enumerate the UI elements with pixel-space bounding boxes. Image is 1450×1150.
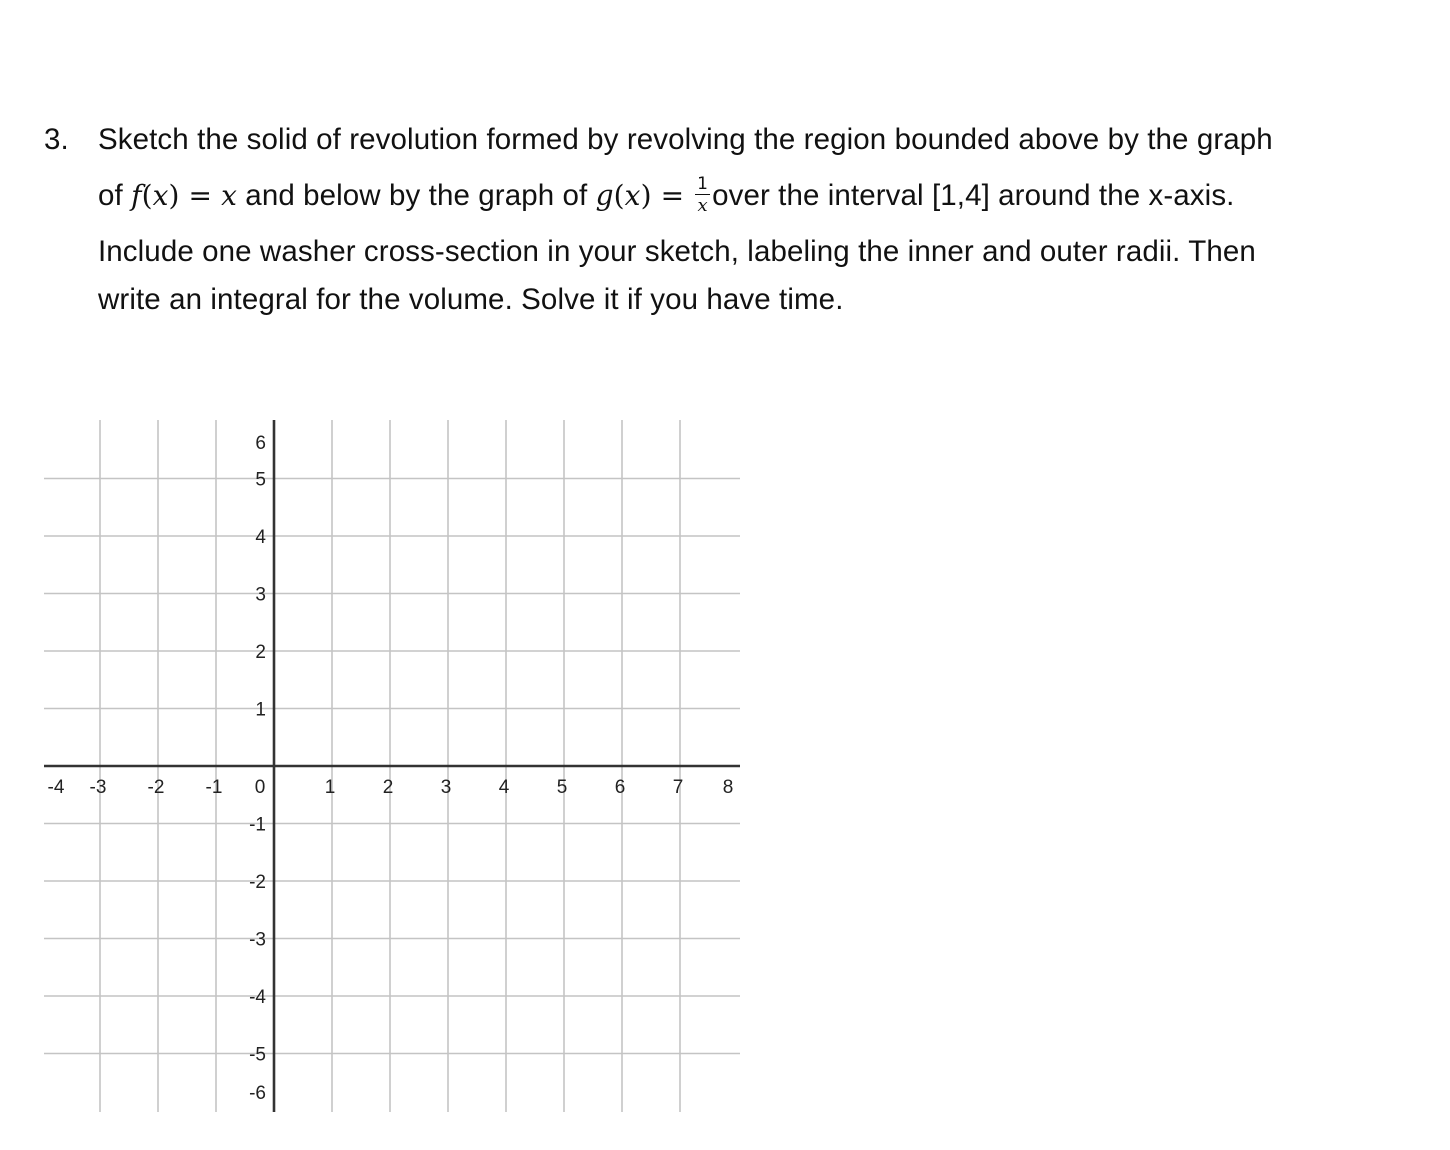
y-tick-label: -1 [249,814,266,836]
statement-line-2 [98,168,1428,224]
fraction-one-over-x [695,176,710,215]
text-interval: over the interval [1,4] around the x-axis. [712,179,1235,212]
fraction-denominator: x [697,195,708,216]
coordinate-grid-svg [40,414,744,1118]
x-tick-label: 7 [672,777,684,798]
g-variable: x [624,179,641,212]
x-tick-label: -1 [205,777,223,798]
statement-line-1: Sketch the solid of revolution formed by revolving the region bounded above by the graph [98,123,1273,156]
x-tick-label: 3 [440,777,452,798]
y-tick-label: 6 [255,433,266,454]
problem-statement [98,112,1428,320]
x-tick-label: 2 [382,777,394,798]
y-tick-label: 5 [255,469,266,491]
y-tick-label: -2 [249,872,266,893]
f-variable: x [152,179,169,212]
x-tick-label: -2 [147,777,165,798]
f-name: f [131,179,142,212]
equals-sign-2: = [651,179,694,212]
x-tick-label: 5 [556,777,568,798]
statement-line-3: Include one washer cross-section in your sketch, labeling the inner and outer radii. Then [98,235,1256,268]
g-close-paren: ) [640,179,652,212]
x-tick-label: -3 [89,777,107,798]
function-f [131,179,237,212]
x-tick-label: -4 [47,777,65,798]
problem-number: 3. [44,123,69,156]
axes [44,420,740,1112]
y-tick-label: 4 [255,527,266,548]
x-tick-label: 8 [722,777,734,798]
x-tick-label: 1 [324,777,336,798]
y-tick-label: 3 [255,584,266,606]
y-tick-label: -5 [249,1044,266,1066]
text-below-by: and below by the graph of [237,179,596,212]
f-open-paren: ( [141,179,153,212]
statement-line-4: write an integral for the volume. Solve it if you have time. [98,283,844,316]
x-tick-label: 0 [254,777,266,798]
f-close-paren: ) [168,179,180,212]
function-g [595,174,712,216]
x-tick-label: 4 [498,777,510,798]
y-tick-label: -4 [249,987,266,1008]
x-tick-labels [48,777,734,798]
equals-sign-1: = [179,179,222,212]
y-tick-label: -6 [249,1083,266,1104]
coordinate-grid [40,414,744,1118]
y-tick-label: -3 [249,929,266,951]
fraction-numerator: 1 [697,174,709,194]
text-of: of [98,179,132,212]
g-open-paren: ( [613,179,625,212]
f-rhs: x [221,179,238,212]
y-tick-label: 2 [255,642,266,663]
x-tick-label: 6 [614,777,626,798]
g-name: g [595,179,614,212]
y-tick-labels [249,433,266,1104]
y-tick-label: 1 [255,699,266,721]
